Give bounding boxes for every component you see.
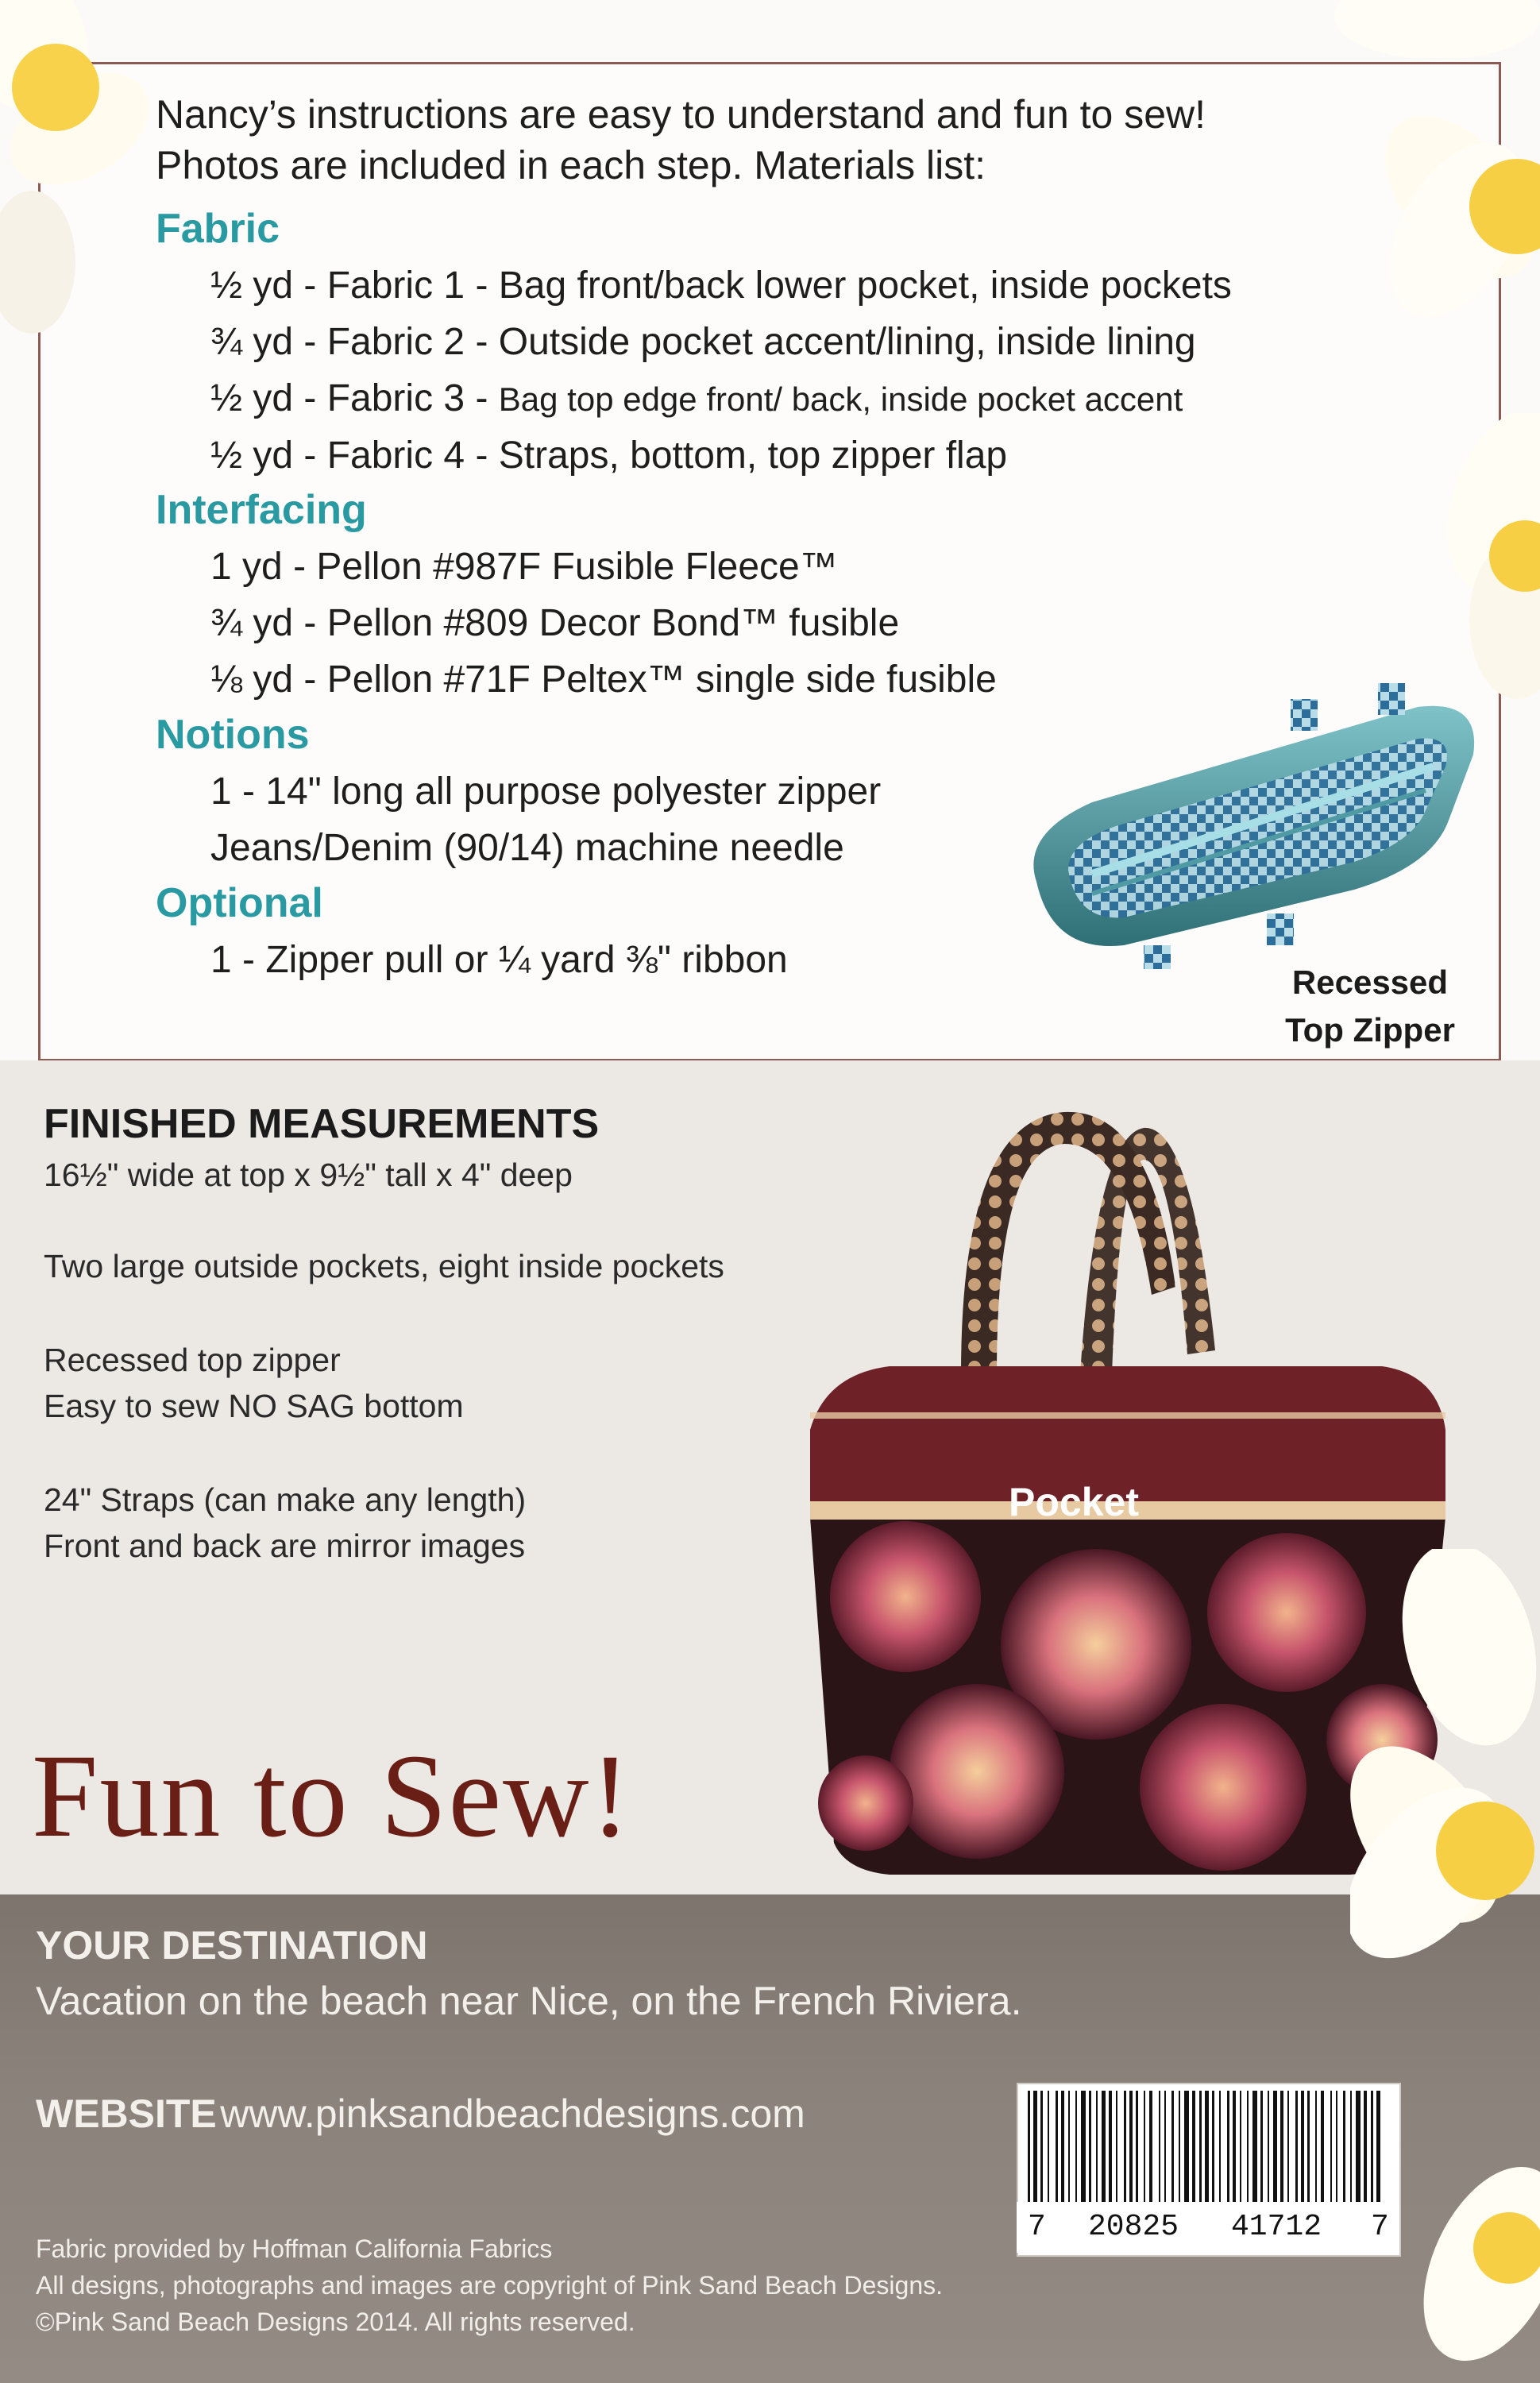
barcode-bar: [1330, 2091, 1332, 2210]
barcode-bar: [1149, 2091, 1152, 2210]
destination-text: Vacation on the beach near Nice, on the French Riviera.: [36, 1979, 1022, 2023]
barcode-bar: [1233, 2091, 1236, 2210]
copyright-notice: All designs, photographs and images are copyright of Pink Sand Beach Designs.: [36, 2271, 944, 2300]
barcode-digit-group-2: 41712: [1231, 2210, 1322, 2244]
barcode-bar: [1159, 2091, 1160, 2210]
barcode-bar: [1295, 2091, 1298, 2210]
finished-mirror-line: Front and back are mirror images: [44, 1528, 526, 1564]
finished-straps-line: 24" Straps (can make any length): [44, 1481, 527, 1518]
barcode-bar: [1040, 2091, 1043, 2210]
interfacing-item-3: ⅛ yd - Pellon #71F Peltex™ single side fusible: [210, 659, 997, 701]
notions-heading: Notions: [156, 712, 310, 758]
copyright-block: [36, 2230, 943, 2340]
barcode-bar: [1227, 2091, 1229, 2210]
barcode-bar: [1268, 2091, 1269, 2210]
barcode-digits: [1017, 2202, 1398, 2253]
frangipani-flower-icon: [1287, 0, 1540, 365]
barcode-bar: [1068, 2091, 1070, 2210]
fabric-credit: Fabric provided by Hoffman California Fabrics: [36, 2234, 553, 2263]
barcode-bar: [1199, 2091, 1202, 2210]
barcode-digit-lead: 7: [1028, 2210, 1046, 2244]
website-label: WEBSITE: [36, 2091, 217, 2136]
barcode-bar: [1056, 2091, 1058, 2210]
barcode-bar: [1280, 2091, 1283, 2210]
interfacing-list: [210, 539, 997, 708]
zipper-caption: [1255, 959, 1485, 1054]
fabric-item-4: ½ yd - Fabric 4 - Straps, bottom, top zipper flap: [210, 435, 1008, 477]
barcode-bar: [1240, 2091, 1241, 2210]
barcode-bar: [1205, 2091, 1209, 2210]
barcode-bar: [1061, 2091, 1064, 2210]
interfacing-item-2: ¾ yd - Pellon #809 Decor Bond™ fusible: [210, 602, 900, 644]
optional-item-1: 1 - Zipper pull or ¼ yard ⅜" ribbon: [210, 939, 788, 981]
frangipani-flower-icon: [1390, 413, 1540, 699]
barcode-bar: [1164, 2091, 1166, 2210]
website-line: [36, 2091, 805, 2137]
barcode-bars: [1025, 2091, 1390, 2210]
barcode-bar: [1321, 2091, 1324, 2210]
frangipani-flower-icon: [0, 0, 206, 342]
pocket-label: Pocket: [1009, 1480, 1139, 1524]
intro-line-1: Nancy’s instructions are easy to understand and fun to sew!: [156, 92, 1206, 137]
fabric-heading: Fabric: [156, 206, 280, 252]
fabric-item-3-detail: Bag top edge front/ back, inside pocket accent: [498, 380, 1183, 418]
frangipani-flower-icon: [1350, 1549, 1540, 1994]
destination-heading: YOUR DESTINATION: [36, 1923, 428, 1968]
barcode-bar: [1260, 2091, 1263, 2210]
frangipani-flower-icon: [1398, 2145, 1540, 2383]
barcode-bar: [1356, 2091, 1361, 2210]
fabric-item-3-label: ½ yd - Fabric 3 -: [210, 377, 499, 419]
barcode-bar: [1116, 2091, 1117, 2210]
barcode-bar: [1096, 2091, 1098, 2210]
barcode-digit-check: 7: [1371, 2210, 1389, 2244]
barcode-bar: [1273, 2091, 1277, 2210]
barcode-bar: [1033, 2091, 1037, 2210]
barcode-bar: [1171, 2091, 1174, 2210]
website-url[interactable]: www.pinksandbeachdesigns.com: [220, 2091, 805, 2136]
barcode-bar: [1184, 2091, 1189, 2210]
barcode-bar: [1307, 2091, 1310, 2210]
zipper-caption-line-2: Top Zipper: [1285, 1011, 1455, 1049]
barcode-bar: [1136, 2091, 1138, 2210]
barcode-digit-group-1: 20825: [1088, 2210, 1179, 2244]
barcode-bar: [1102, 2091, 1106, 2210]
notions-item-1: 1 - 14" long all purpose polyester zipper: [210, 771, 882, 813]
finished-size-line: 16½" wide at top x 9½" tall x 4" deep: [44, 1157, 573, 1193]
barcode-bar: [1144, 2091, 1145, 2210]
notions-list: [210, 763, 881, 876]
barcode-bar: [1336, 2091, 1337, 2210]
interfacing-heading: Interfacing: [156, 487, 367, 533]
barcode-bar: [1129, 2091, 1133, 2210]
zipper-caption-line-1: Recessed: [1291, 964, 1449, 1001]
barcode-bar: [1343, 2091, 1345, 2210]
barcode-bar: [1247, 2091, 1249, 2210]
fabric-list: [210, 257, 1232, 484]
optional-heading: Optional: [156, 880, 323, 926]
finished-zipper-line: Recessed top zipper: [44, 1342, 341, 1378]
barcode-bar: [1376, 2091, 1380, 2210]
barcode-bar: [1075, 2091, 1077, 2210]
fabric-item-1: ½ yd - Fabric 1 - Bag front/back lower pocket, inside pockets: [210, 265, 1232, 307]
finished-heading: FINISHED MEASUREMENTS: [44, 1101, 600, 1147]
finished-bottom-line: Easy to sew NO SAG bottom: [44, 1388, 464, 1424]
barcode-bar: [1089, 2091, 1091, 2210]
barcode-bar: [1192, 2091, 1195, 2210]
barcode-bar: [1364, 2091, 1367, 2210]
barcode-bar: [1350, 2091, 1352, 2210]
barcode-bar: [1081, 2091, 1086, 2210]
rights-reserved: ©Pink Sand Beach Designs 2014. All rights reserved.: [36, 2308, 635, 2336]
recessed-zipper-photo: [1005, 683, 1481, 969]
finished-pockets-line: Two large outside pockets, eight inside pockets: [44, 1248, 724, 1284]
barcode-bar: [1124, 2091, 1126, 2210]
barcode-bar: [1315, 2091, 1317, 2210]
barcode-bar: [1179, 2091, 1180, 2210]
interfacing-item-1: 1 yd - Pellon #987F Fusible Fleece™: [210, 546, 838, 588]
fabric-item-2: ¾ yd - Fabric 2 - Outside pocket accent/lining, inside lining: [210, 321, 1196, 363]
barcode-bar: [1109, 2091, 1112, 2210]
barcode-bar: [1371, 2091, 1373, 2210]
intro-text: [156, 89, 1206, 191]
barcode-bar: [1301, 2091, 1304, 2210]
barcode-bar: [1028, 2091, 1030, 2210]
barcode-bar: [1252, 2091, 1257, 2210]
barcode-bar: [1212, 2091, 1214, 2210]
fabric-item-3: [210, 370, 1232, 427]
optional-list: [210, 932, 788, 988]
notions-item-2: Jeans/Denim (90/14) machine needle: [210, 827, 844, 869]
barcode-bar: [1219, 2091, 1221, 2210]
barcode-bar: [1287, 2091, 1289, 2210]
tagline: Fun to Sew!: [32, 1730, 632, 1862]
intro-line-2: Photos are included in each step. Materials list:: [156, 143, 986, 187]
barcode-bar: [1048, 2091, 1049, 2210]
